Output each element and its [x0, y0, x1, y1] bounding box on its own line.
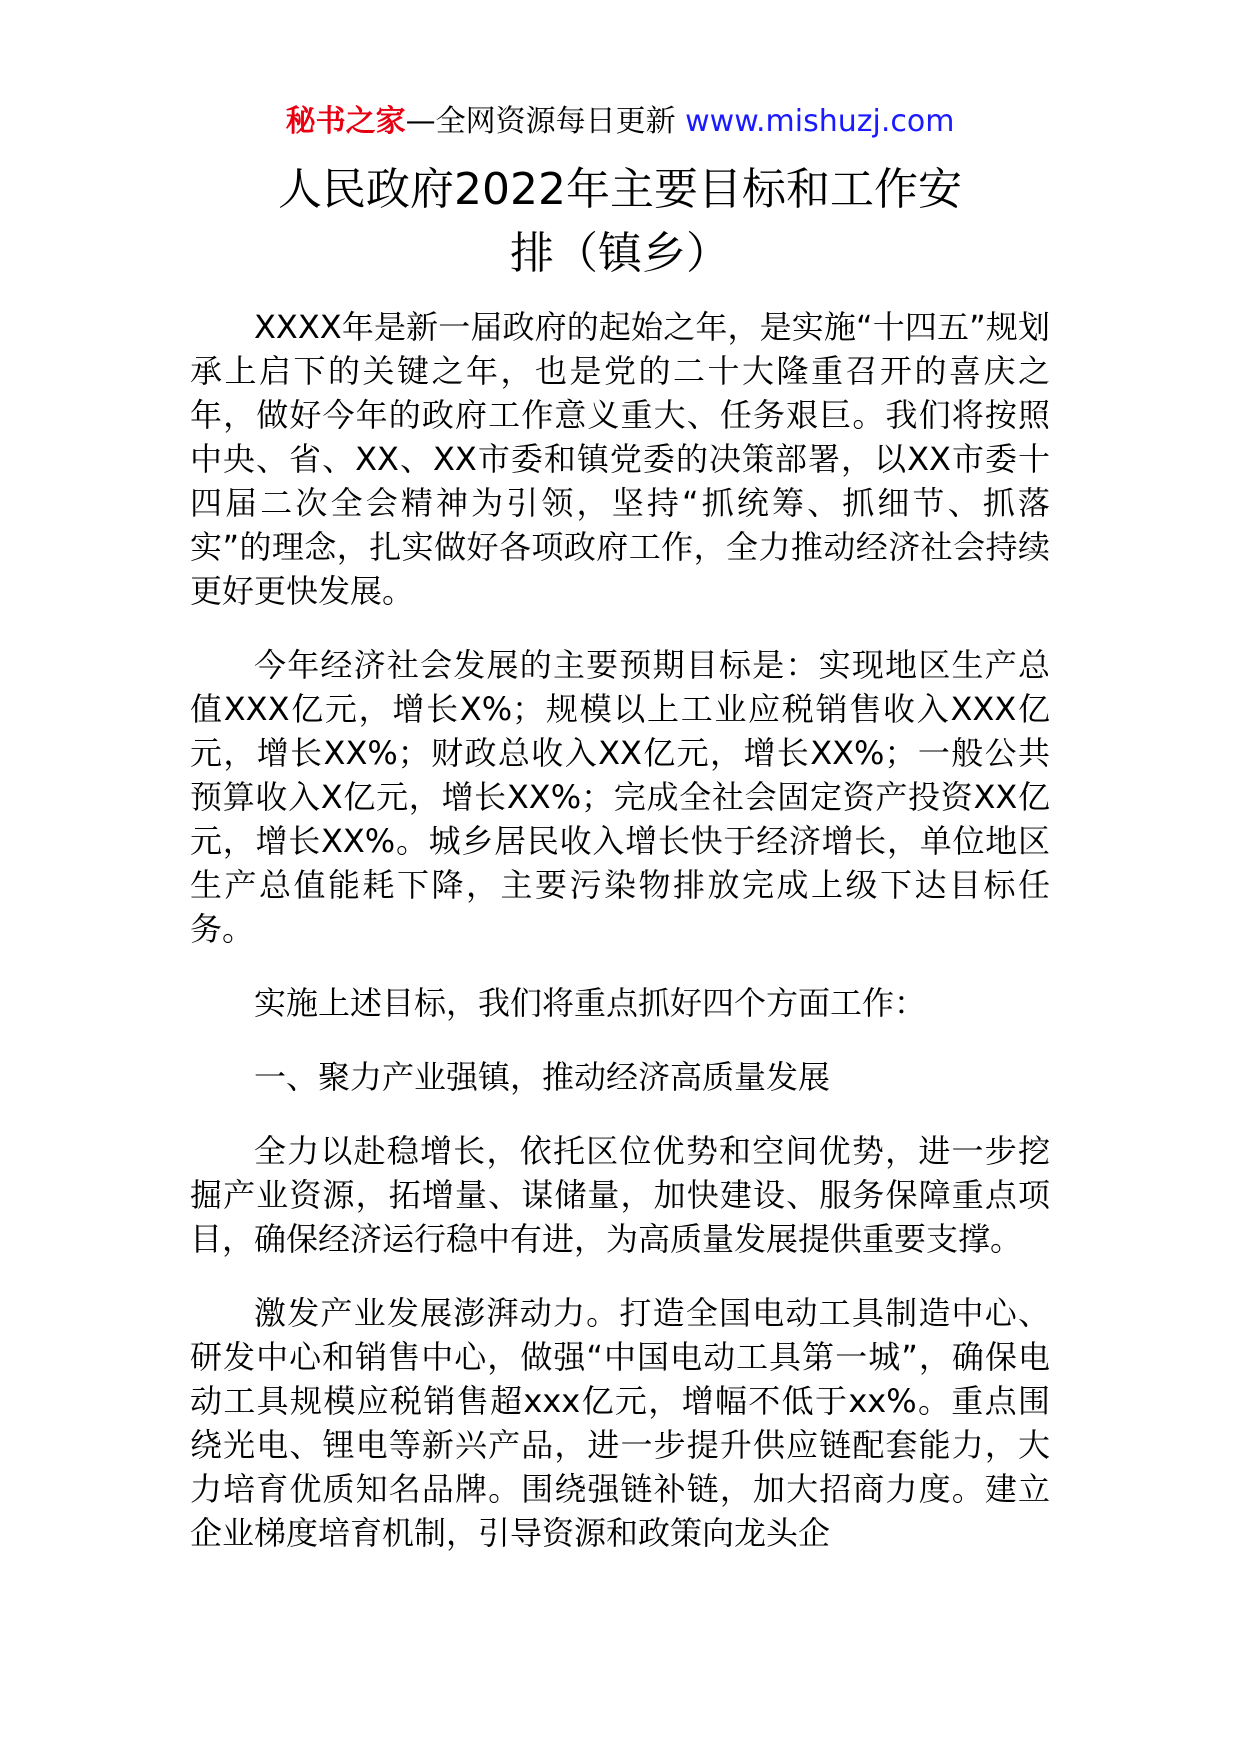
document-title [190, 158, 1050, 286]
paragraph-industry: 激发产业发展澎湃动力。打造全国电动工具制造中心、研发中心和销售中心，做强“中国电动工具第一城”，确保电动工具规模应税销售超xxx亿元，增幅不低于xx%。重点围绕光电、锂电等新兴产品，进一步提升供应链配套能力，大力培育优质知名品牌。围绕强链补链，加大招商力度。建立企业梯度培育机制，引导资源和政策向龙头企 [190, 1294, 1050, 1552]
title-line-2: 排（镇乡） [510, 228, 730, 279]
website-link[interactable]: www.mishuzj.com [685, 104, 955, 139]
paragraph-summary: 实施上述目标，我们将重点抓好四个方面工作： [254, 984, 927, 1022]
paragraph-growth: 全力以赴稳增长，依托区位优势和空间优势，进一步挖掘产业资源，拓增量、谋储量，加快建设、服务保障重点项目，确保经济运行稳中有进，为高质量发展提供重要支撑。 [190, 1132, 1050, 1258]
title-line-1: 人民政府2022年主要目标和工作安 [278, 164, 962, 215]
banner-tagline: —全网资源每日更新 [405, 104, 676, 139]
paragraph-intro: XXXX年是新一届政府的起始之年，是实施“十四五”规划承上启下的关键之年，也是党的二十大隆重召开的喜庆之年，做好今年的政府工作意义重大、任务艰巨。我们将按照中央、省、XX、XX市委和镇党委的决策部署，以XX市委十四届二次全会精神为引领，坚持“抓统筹、抓细节、抓落实”的理念，扎实做好各项政府工作，全力推动经济社会持续更好更快发展。 [190, 308, 1050, 610]
document-body [190, 305, 1050, 1585]
paragraph-targets: 今年经济社会发展的主要预期目标是：实现地区生产总值XXX亿元，增长X%；规模以上工业应税销售收入XXX亿元，增长XX%；财政总收入XX亿元，增长XX%；一般公共预算收入X亿元，增长XX%；完成全社会固定资产投资XX亿元，增长XX%。城乡居民收入增长快于经济增长，单位地区生产总值能耗下降，主要污染物排放完成上级下达目标任务。 [190, 646, 1050, 948]
header-banner [0, 100, 1240, 144]
section-heading: 一、聚力产业强镇，推动经济高质量发展 [254, 1058, 831, 1096]
brand-name: 秘书之家 [285, 104, 406, 139]
